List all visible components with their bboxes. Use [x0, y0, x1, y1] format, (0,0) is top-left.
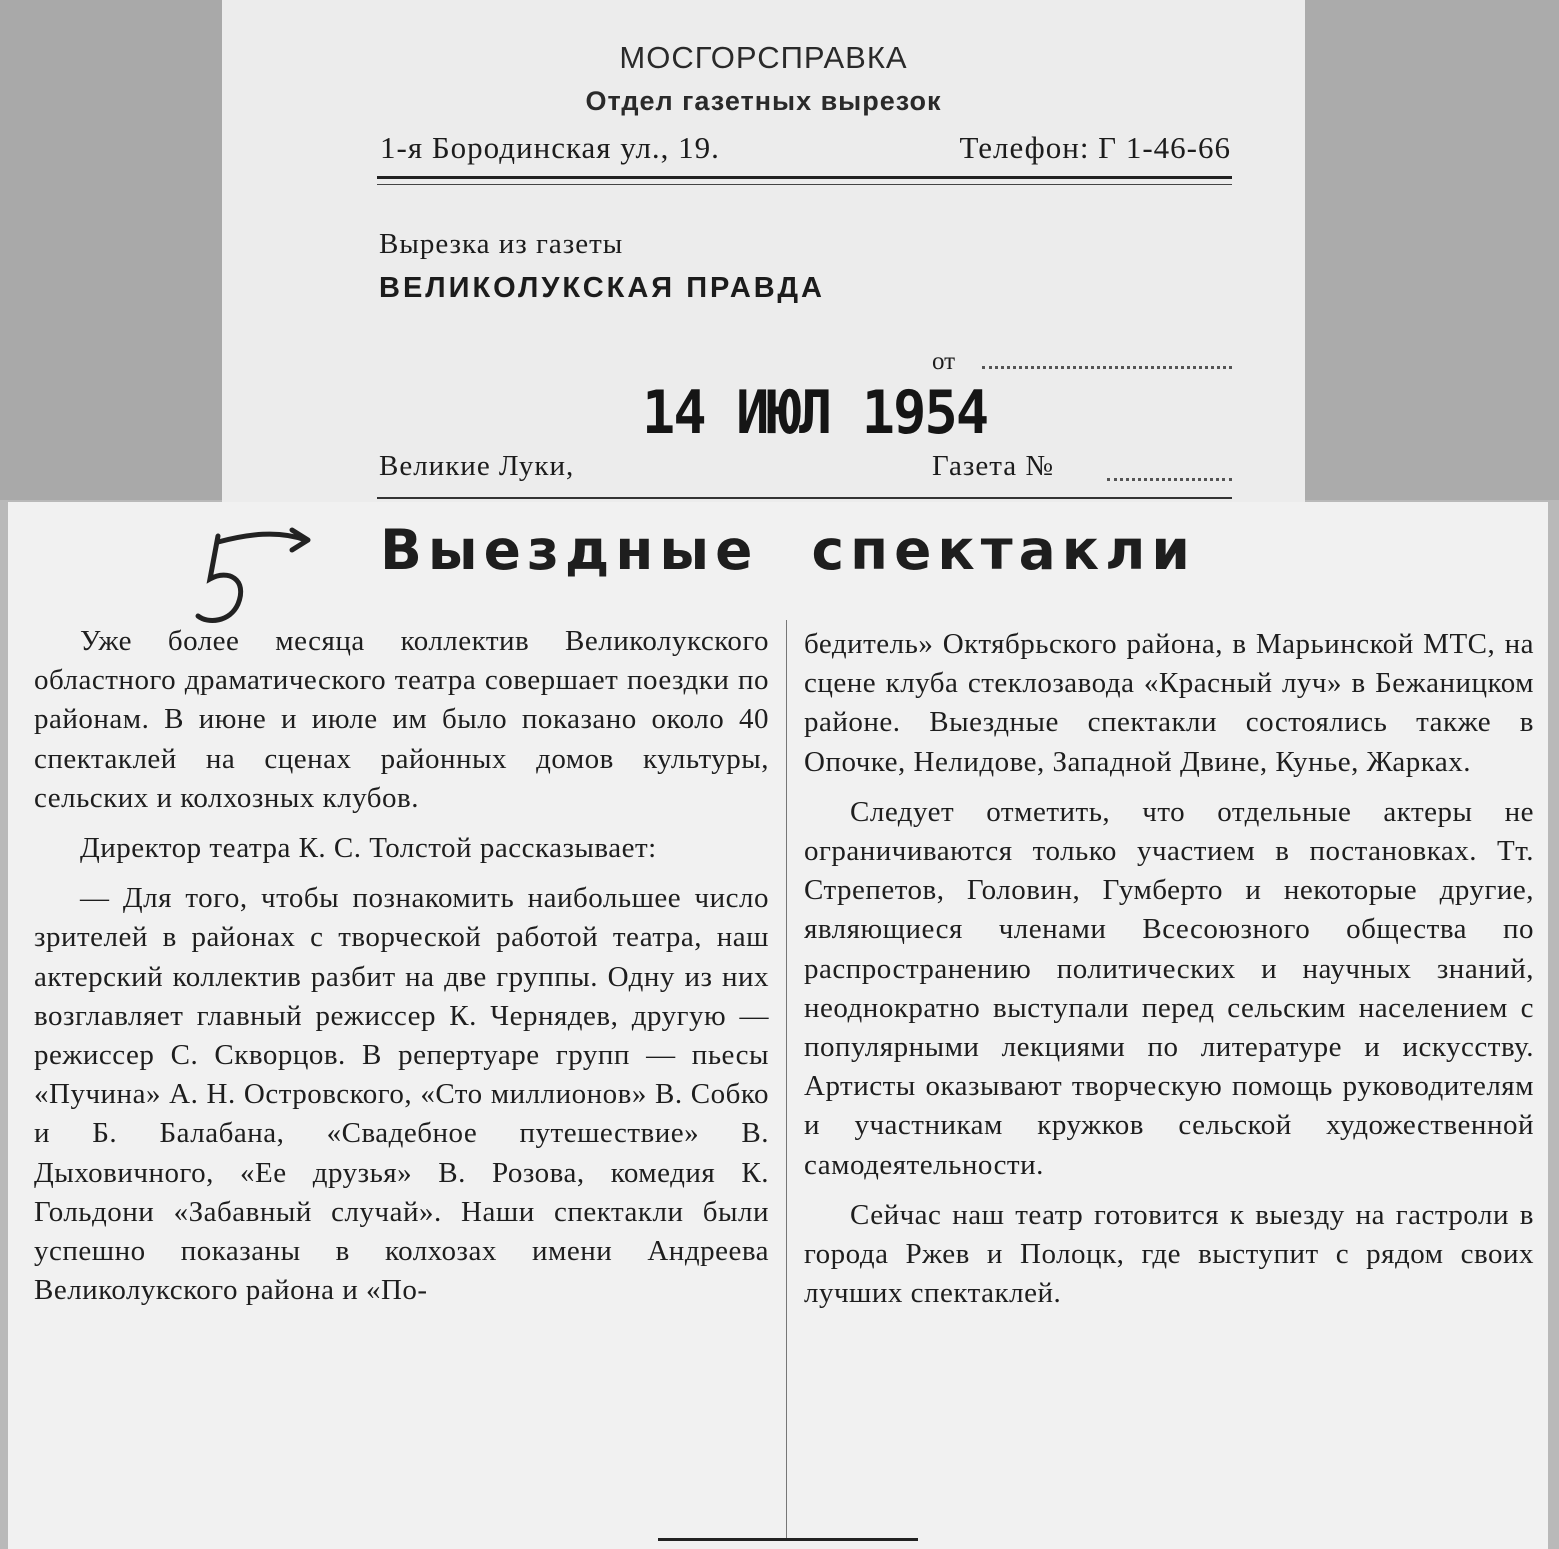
newspaper-city: Великие Луки, [379, 450, 575, 482]
department-name: Отдел газетных вырезок [585, 86, 942, 116]
article-paragraph: Директор театра К. С. Толстой рассказывает: [80, 832, 657, 865]
gazette-number-blank [1107, 478, 1232, 481]
backdrop-right [1305, 0, 1559, 500]
clip-source-label: Вырезка из газеты [379, 228, 624, 260]
backdrop-left [0, 0, 222, 500]
article-paragraph: — Для того, чтобы познакомить наибольшее число зрителей в районах с творческой работой театра, наш актерский коллектив разбит на две группы. Одну из них возглавляет главный режиссер К. Чернядев, другую — режиссер С. Скворцов. В репертуаре групп — пьесы «Пучина» А. Н. Островского, «Сто миллионов» В. Собко и Б. Балабана, «Свадебное путешествие» В. Дыховичного, «Ее друзья» В. Розова, комедия К. Гольдони «Забавный случай». Наши спектакли были успешно показаны в колхозах имени Андреева Великолукского района и «По- [34, 882, 769, 1307]
handwritten-arrow-mark [188, 524, 328, 634]
column-divider [786, 620, 787, 1540]
article-end-rule [658, 1538, 918, 1541]
article-left-column [34, 622, 769, 1321]
clipping-form-header [222, 0, 1305, 520]
gazette-number-label: Газета № [932, 450, 1055, 482]
article-right-column [804, 625, 1534, 1324]
article-clipping [8, 502, 1548, 1549]
bureau-address: 1-я Бородинская ул., 19. [380, 130, 720, 165]
article-title: Выездные спектакли [380, 518, 1196, 582]
article-paragraph: Уже более месяца коллектив Великолукского областного драматического театра совершает поездки по районам. В июне и июле им было показано около 40 спектаклей на сценах районных домов культуры, сельских и колхозных клубов. [34, 625, 769, 814]
header-divider [377, 176, 1232, 185]
article-paragraph: Следует отметить, что отдельные актеры не ограничиваются только участием в постановках. Тт. Стрепетов, Головин, Гумберто и некоторые другие, являющиеся членами Всесоюзного общества по распространению политических и научных знаний, неоднократно выступали перед сельским населением с популярными лекциями по литературе и искусству. Артисты оказывают творческую помощь руководителям и участникам кружков сельской художественной самодеятельности. [804, 795, 1534, 1181]
newspaper-name: ВЕЛИКОЛУКСКАЯ ПРАВДА [379, 272, 825, 304]
bureau-phone: Телефон: Г 1-46-66 [959, 130, 1231, 165]
date-from-label: от [932, 348, 956, 375]
date-stamp: 14 ИЮЛ 1954 [642, 378, 988, 448]
date-blank-line [982, 366, 1232, 369]
form-bottom-rule [377, 497, 1232, 499]
bureau-name: МОСГОРСПРАВКА [619, 40, 908, 75]
article-paragraph-continued: бедитель» Октябрьского района, в Марьинской МТС, на сцене клуба стеклозавода «Красный луч» в Бежаницком районе. Выездные спектакли состоялись также в Опочке, Нелидове, Западной Двине, Кунье, Жарках. [804, 628, 1534, 778]
article-paragraph: Сейчас наш театр готовится к выезду на гастроли в города Ржев и Полоцк, где выступит с рядом своих лучших спектаклей. [804, 1198, 1534, 1310]
